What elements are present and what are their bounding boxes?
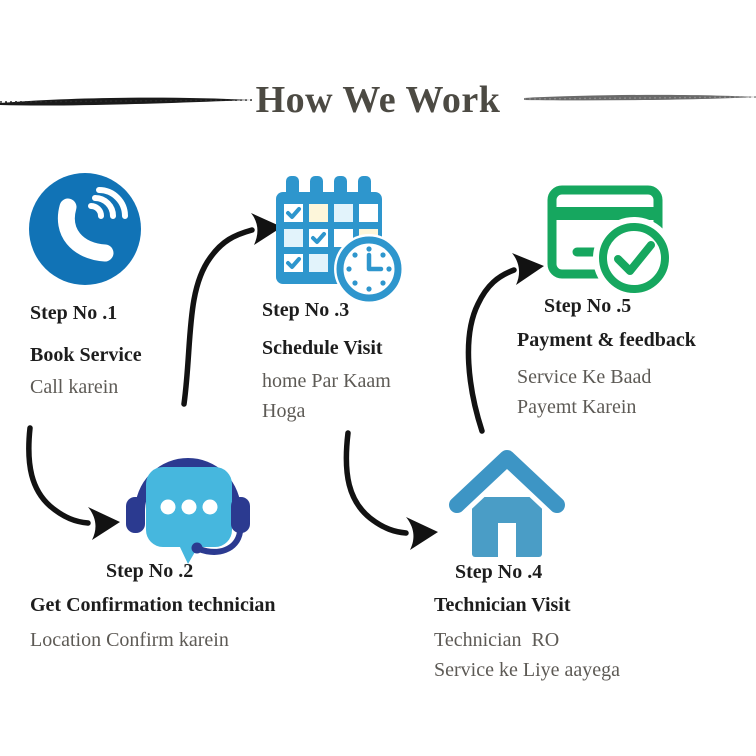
step1-label: Step No .1 bbox=[30, 302, 118, 324]
step5-title: Payment & feedback bbox=[517, 329, 696, 351]
arrow-to-step4 bbox=[334, 427, 448, 559]
headset-chat-icon bbox=[118, 437, 258, 569]
house-icon bbox=[447, 441, 567, 567]
left-earcup bbox=[126, 497, 145, 533]
step5-desc: Service Ke Baad Payemt Karein bbox=[517, 366, 657, 418]
calendar-clock-icon bbox=[276, 176, 404, 304]
page-title: How We Work bbox=[255, 79, 501, 121]
step2-title: Get Confirmation technician bbox=[30, 594, 276, 616]
step3-title: Schedule Visit bbox=[262, 337, 383, 359]
arrow-to-step2 bbox=[14, 422, 126, 552]
step3-desc: home Par Kaam Hoga bbox=[262, 370, 396, 422]
house-door bbox=[498, 523, 516, 557]
step5-label: Step No .5 bbox=[544, 295, 632, 317]
payment-check-icon bbox=[546, 178, 674, 300]
right-earcup bbox=[231, 497, 250, 533]
phone-icon bbox=[28, 172, 142, 286]
step1-title: Book Service bbox=[30, 344, 142, 366]
step4-label: Step No .4 bbox=[455, 561, 543, 583]
step3-label: Step No .3 bbox=[262, 299, 350, 321]
step2-label: Step No .2 bbox=[106, 560, 194, 582]
step4-desc: Technician RO Service ke Liye aayega bbox=[434, 629, 621, 681]
step2-desc: Location Confirm karein bbox=[30, 629, 229, 651]
step1-desc: Call karein bbox=[30, 376, 119, 398]
step4-title: Technician Visit bbox=[434, 594, 571, 616]
